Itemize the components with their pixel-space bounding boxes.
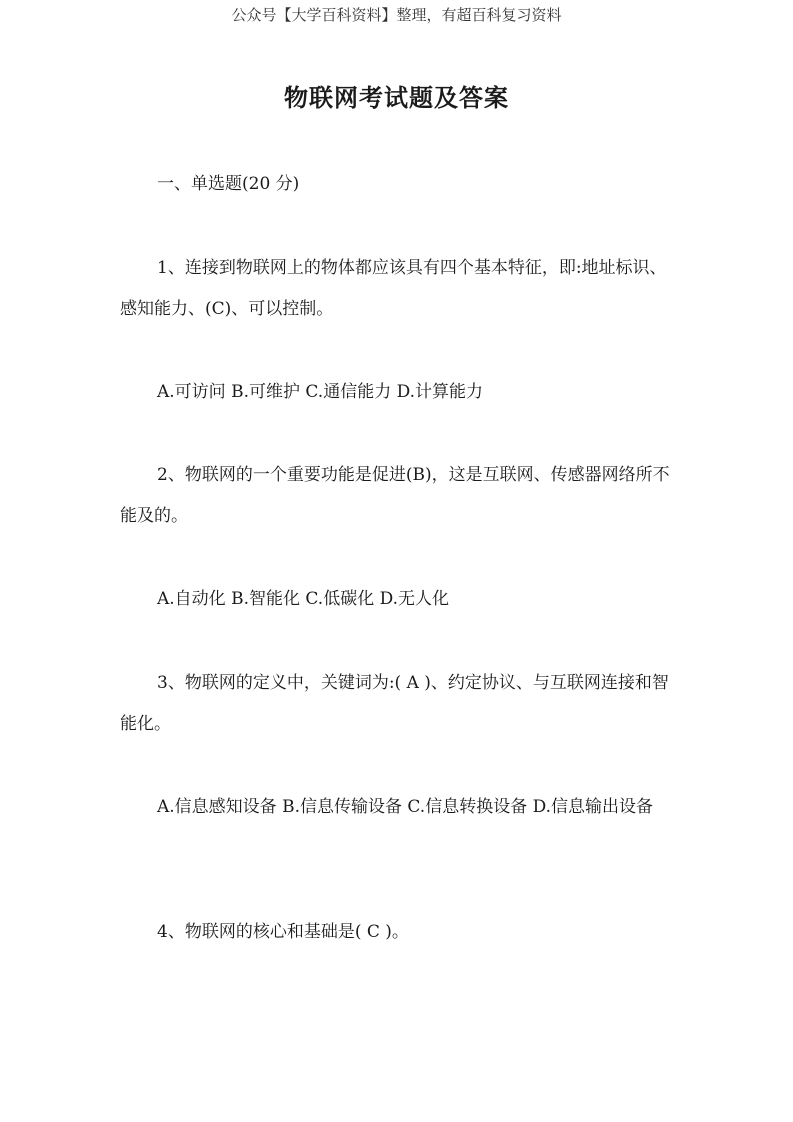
question-1-stem: 1、连接到物联网上的物体都应该具有四个基本特征，即:地址标识、感知能力、(C)、可以控制。 <box>120 258 667 319</box>
header-note: 公众号【大学百科资料】整理，有超百科复习资料 <box>231 6 562 24</box>
question-3-stem: 3、物联网的定义中，关键词为:( A )、约定协议、与互联网连接和智能化。 <box>120 673 669 734</box>
question-3-options: A.信息感知设备 B.信息传输设备 C.信息转换设备 D.信息输出设备 <box>157 797 654 817</box>
page-title: 物联网考试题及答案 <box>284 83 509 112</box>
question-4-stem: 4、物联网的核心和基础是( C )。 <box>157 922 409 942</box>
question-2-options: A.自动化 B.智能化 C.低碳化 D.无人化 <box>157 589 450 609</box>
section-heading: 一、单选题(20 分) <box>157 174 300 194</box>
question-1-options: A.可访问 B.可维护 C.通信能力 D.计算能力 <box>157 382 484 402</box>
question-2-stem: 2、物联网的一个重要功能是促进(B)，这是互联网、传感器网络所不能及的。 <box>120 465 670 526</box>
